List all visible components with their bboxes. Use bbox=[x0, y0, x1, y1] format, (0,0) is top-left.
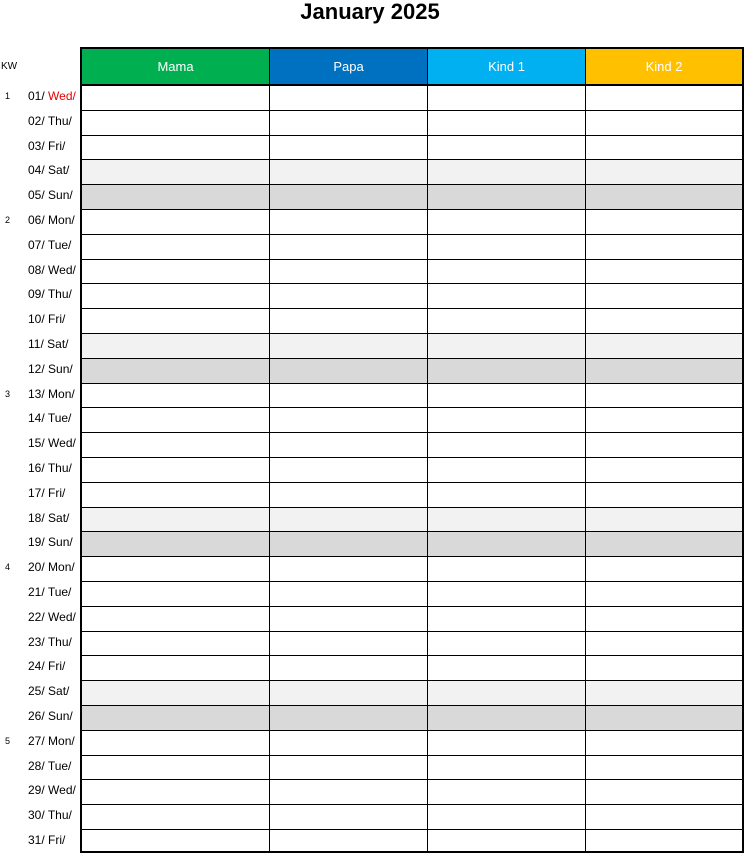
date-label bbox=[28, 828, 65, 853]
weekday-name: Tue/ bbox=[47, 411, 72, 426]
calendar-row bbox=[82, 607, 742, 632]
day-label-row bbox=[0, 481, 80, 506]
entry-cell-kind-1[interactable] bbox=[428, 185, 586, 209]
entry-cell-papa[interactable] bbox=[270, 681, 428, 705]
entry-cell-papa[interactable] bbox=[270, 111, 428, 135]
calendar-row bbox=[82, 359, 742, 384]
day-label-row bbox=[0, 778, 80, 803]
day-number: 08/ bbox=[28, 262, 45, 277]
entry-cell-kind-1[interactable] bbox=[428, 160, 586, 184]
entry-cell-kind-2[interactable] bbox=[586, 408, 742, 432]
weekday-name: Mon/ bbox=[48, 212, 75, 227]
entry-cell-kind-2[interactable] bbox=[586, 260, 742, 284]
date-label bbox=[28, 282, 72, 307]
date-label bbox=[28, 382, 75, 407]
calendar-rows bbox=[82, 86, 742, 853]
entry-cell-kind-1[interactable] bbox=[428, 483, 586, 507]
entry-cell-mama[interactable] bbox=[82, 408, 270, 432]
entry-cell-mama[interactable] bbox=[82, 185, 270, 209]
calendar-row bbox=[82, 235, 742, 260]
column-header-kind-1: Kind 1 bbox=[428, 49, 586, 84]
entry-cell-mama[interactable] bbox=[82, 632, 270, 656]
calendar-row bbox=[82, 136, 742, 161]
entry-cell-kind-2[interactable] bbox=[586, 86, 742, 110]
entry-cell-papa[interactable] bbox=[270, 136, 428, 160]
day-label-row bbox=[0, 630, 80, 655]
calendar-row bbox=[82, 210, 742, 235]
entry-cell-papa[interactable] bbox=[270, 532, 428, 556]
entry-cell-kind-1[interactable] bbox=[428, 632, 586, 656]
calendar-row bbox=[82, 731, 742, 756]
weekday-name: Thu/ bbox=[47, 460, 72, 475]
date-label bbox=[28, 307, 65, 332]
weekday-name: Thu/ bbox=[47, 287, 72, 302]
entry-cell-kind-1[interactable] bbox=[428, 136, 586, 160]
week-number: 2 bbox=[5, 214, 11, 225]
calendar-row bbox=[82, 582, 742, 607]
entry-cell-kind-2[interactable] bbox=[586, 458, 742, 482]
entry-cell-kind-1[interactable] bbox=[428, 458, 586, 482]
calendar-grid bbox=[80, 47, 744, 853]
entry-cell-kind-1[interactable] bbox=[428, 210, 586, 234]
day-label-row bbox=[0, 654, 80, 679]
day-number: 28/ bbox=[28, 758, 45, 773]
entry-cell-kind-1[interactable] bbox=[428, 656, 586, 680]
day-number: 15/ bbox=[28, 436, 45, 451]
weekday-name: Sat/ bbox=[48, 510, 70, 525]
weekday-name: Fri/ bbox=[48, 485, 66, 500]
day-number: 20/ bbox=[28, 560, 45, 575]
entry-cell-kind-1[interactable] bbox=[428, 111, 586, 135]
weekday-name: Fri/ bbox=[48, 832, 66, 847]
calendar-row bbox=[82, 111, 742, 136]
day-number: 13/ bbox=[28, 386, 45, 401]
entry-cell-mama[interactable] bbox=[82, 210, 270, 234]
weekday-name: Sun/ bbox=[48, 188, 73, 203]
day-label-row bbox=[0, 357, 80, 382]
calendar-row bbox=[82, 185, 742, 210]
day-number: 02/ bbox=[28, 113, 45, 128]
entry-cell-mama[interactable] bbox=[82, 706, 270, 730]
date-label bbox=[28, 803, 72, 828]
entry-cell-kind-2[interactable] bbox=[586, 731, 742, 755]
entry-cell-kind-2[interactable] bbox=[586, 160, 742, 184]
day-label-row bbox=[0, 258, 80, 283]
page-title: January 2025 bbox=[300, 0, 440, 24]
entry-cell-papa[interactable] bbox=[270, 706, 428, 730]
calendar-row bbox=[82, 805, 742, 830]
entry-cell-mama[interactable] bbox=[82, 582, 270, 606]
day-number: 01/ bbox=[28, 89, 45, 103]
entry-cell-mama[interactable] bbox=[82, 830, 270, 853]
day-number: 24/ bbox=[28, 659, 45, 674]
day-label-row bbox=[0, 679, 80, 704]
entry-cell-kind-1[interactable] bbox=[428, 334, 586, 358]
entry-cell-papa[interactable] bbox=[270, 309, 428, 333]
calendar-row bbox=[82, 681, 742, 706]
day-label-row bbox=[0, 828, 80, 853]
entry-cell-kind-2[interactable] bbox=[586, 805, 742, 829]
date-label bbox=[28, 431, 76, 456]
entry-cell-kind-2[interactable] bbox=[586, 433, 742, 457]
calendar-row bbox=[82, 830, 742, 853]
day-label-row bbox=[0, 605, 80, 630]
entry-cell-papa[interactable] bbox=[270, 557, 428, 581]
day-number: 25/ bbox=[28, 684, 45, 699]
day-number: 30/ bbox=[28, 808, 45, 823]
calendar-row bbox=[82, 86, 742, 111]
entry-cell-mama[interactable] bbox=[82, 607, 270, 631]
entry-cell-kind-2[interactable] bbox=[586, 185, 742, 209]
day-label-row bbox=[0, 803, 80, 828]
entry-cell-kind-1[interactable] bbox=[428, 408, 586, 432]
entry-cell-papa[interactable] bbox=[270, 731, 428, 755]
weekday-name: Mon/ bbox=[48, 733, 75, 748]
calendar-row bbox=[82, 384, 742, 409]
entry-cell-papa[interactable] bbox=[270, 235, 428, 259]
day-number: 14/ bbox=[28, 411, 45, 426]
calendar-row bbox=[82, 632, 742, 657]
day-label-row bbox=[0, 555, 80, 580]
entry-cell-mama[interactable] bbox=[82, 805, 270, 829]
entry-cell-kind-2[interactable] bbox=[586, 756, 742, 780]
entry-cell-mama[interactable] bbox=[82, 309, 270, 333]
date-label bbox=[28, 183, 73, 208]
entry-cell-papa[interactable] bbox=[270, 359, 428, 383]
entry-cell-papa[interactable] bbox=[270, 458, 428, 482]
date-label bbox=[28, 704, 73, 729]
entry-cell-kind-1[interactable] bbox=[428, 532, 586, 556]
weekday-name: Sat/ bbox=[48, 163, 70, 178]
date-label bbox=[28, 778, 76, 803]
weekday-name: Wed/ bbox=[48, 609, 76, 624]
entry-cell-kind-1[interactable] bbox=[428, 508, 586, 532]
date-label bbox=[28, 729, 75, 754]
entry-cell-mama[interactable] bbox=[82, 656, 270, 680]
entry-cell-kind-1[interactable] bbox=[428, 731, 586, 755]
entry-cell-kind-1[interactable] bbox=[428, 86, 586, 110]
day-number: 06/ bbox=[28, 212, 45, 227]
day-number: 17/ bbox=[28, 485, 45, 500]
entry-cell-papa[interactable] bbox=[270, 384, 428, 408]
weekday-name: Tue/ bbox=[47, 584, 72, 599]
entry-cell-mama[interactable] bbox=[82, 235, 270, 259]
entry-cell-kind-2[interactable] bbox=[586, 632, 742, 656]
day-label-row bbox=[0, 84, 80, 109]
entry-cell-kind-1[interactable] bbox=[428, 582, 586, 606]
calendar-row bbox=[82, 160, 742, 185]
day-number: 19/ bbox=[28, 535, 45, 550]
weekday-name: Sun/ bbox=[48, 361, 73, 376]
week-number: 1 bbox=[5, 91, 11, 101]
entry-cell-kind-2[interactable] bbox=[586, 706, 742, 730]
date-label bbox=[28, 456, 72, 481]
day-label-row bbox=[0, 506, 80, 531]
day-label-row bbox=[0, 406, 80, 431]
entry-cell-papa[interactable] bbox=[270, 756, 428, 780]
day-label-row bbox=[0, 332, 80, 357]
day-label-row bbox=[0, 754, 80, 779]
weekday-name: Wed/ bbox=[48, 436, 76, 451]
entry-cell-kind-2[interactable] bbox=[586, 210, 742, 234]
weekday-name: Thu/ bbox=[47, 113, 72, 128]
entry-cell-papa[interactable] bbox=[270, 483, 428, 507]
weekday-name: Sun/ bbox=[48, 708, 73, 723]
day-label-row bbox=[0, 382, 80, 407]
calendar-row bbox=[82, 508, 742, 533]
week-number: 4 bbox=[5, 562, 11, 573]
entry-cell-mama[interactable] bbox=[82, 780, 270, 804]
entry-cell-kind-2[interactable] bbox=[586, 681, 742, 705]
day-label-row bbox=[0, 729, 80, 754]
calendar-row bbox=[82, 260, 742, 285]
entry-cell-kind-1[interactable] bbox=[428, 384, 586, 408]
week-number: 3 bbox=[5, 388, 11, 399]
weekday-name: Sun/ bbox=[48, 535, 73, 550]
entry-cell-kind-1[interactable] bbox=[428, 309, 586, 333]
entry-cell-kind-2[interactable] bbox=[586, 483, 742, 507]
entry-cell-kind-2[interactable] bbox=[586, 334, 742, 358]
entry-cell-papa[interactable] bbox=[270, 582, 428, 606]
weekday-name: Wed/ bbox=[48, 783, 76, 798]
calendar-row bbox=[82, 334, 742, 359]
calendar-row bbox=[82, 706, 742, 731]
weekday-name: Thu/ bbox=[47, 808, 72, 823]
entry-cell-papa[interactable] bbox=[270, 185, 428, 209]
date-label bbox=[28, 605, 76, 630]
day-label-row bbox=[0, 109, 80, 134]
date-label bbox=[28, 208, 75, 233]
calendar-row bbox=[82, 483, 742, 508]
date-label bbox=[28, 679, 69, 704]
entry-cell-mama[interactable] bbox=[82, 433, 270, 457]
date-label bbox=[28, 580, 71, 605]
weekday-name: Fri/ bbox=[48, 312, 66, 327]
day-label-row bbox=[0, 307, 80, 332]
entry-cell-papa[interactable] bbox=[270, 830, 428, 853]
entry-cell-kind-2[interactable] bbox=[586, 384, 742, 408]
date-label bbox=[28, 506, 69, 531]
entry-cell-kind-2[interactable] bbox=[586, 557, 742, 581]
day-number: 26/ bbox=[28, 708, 45, 723]
day-number: 12/ bbox=[28, 361, 45, 376]
day-label-row bbox=[0, 431, 80, 456]
entry-cell-mama[interactable] bbox=[82, 136, 270, 160]
day-number: 21/ bbox=[28, 584, 45, 599]
entry-cell-kind-2[interactable] bbox=[586, 111, 742, 135]
entry-cell-kind-2[interactable] bbox=[586, 359, 742, 383]
calendar-row bbox=[82, 756, 742, 781]
entry-cell-kind-1[interactable] bbox=[428, 260, 586, 284]
day-number: 18/ bbox=[28, 510, 45, 525]
day-number: 10/ bbox=[28, 312, 45, 327]
entry-cell-papa[interactable] bbox=[270, 508, 428, 532]
day-number: 22/ bbox=[28, 609, 45, 624]
calendar-row bbox=[82, 408, 742, 433]
day-label-row bbox=[0, 134, 80, 159]
day-number: 27/ bbox=[28, 733, 45, 748]
date-label bbox=[28, 530, 73, 555]
entry-cell-papa[interactable] bbox=[270, 607, 428, 631]
entry-cell-mama[interactable] bbox=[82, 756, 270, 780]
entry-cell-kind-2[interactable] bbox=[586, 607, 742, 631]
calendar-row bbox=[82, 458, 742, 483]
weekday-name: Mon/ bbox=[48, 386, 75, 401]
day-label-row bbox=[0, 704, 80, 729]
day-number: 23/ bbox=[28, 634, 45, 649]
entry-cell-kind-1[interactable] bbox=[428, 780, 586, 804]
kw-column-header: KW bbox=[1, 61, 18, 72]
entry-cell-mama[interactable] bbox=[82, 681, 270, 705]
calendar-row bbox=[82, 284, 742, 309]
day-number: 16/ bbox=[28, 460, 45, 475]
entry-cell-mama[interactable] bbox=[82, 508, 270, 532]
date-label bbox=[28, 109, 72, 134]
entry-cell-kind-1[interactable] bbox=[428, 607, 586, 631]
weekday-name: Thu/ bbox=[47, 634, 72, 649]
day-label-row bbox=[0, 208, 80, 233]
weekday-name: Tue/ bbox=[47, 758, 72, 773]
date-label bbox=[28, 258, 76, 283]
day-number: 31/ bbox=[28, 832, 45, 847]
day-label-row bbox=[0, 282, 80, 307]
entry-cell-kind-1[interactable] bbox=[428, 706, 586, 730]
entry-cell-mama[interactable] bbox=[82, 334, 270, 358]
entry-cell-kind-1[interactable] bbox=[428, 359, 586, 383]
entry-cell-papa[interactable] bbox=[270, 656, 428, 680]
entry-cell-kind-1[interactable] bbox=[428, 284, 586, 308]
entry-cell-mama[interactable] bbox=[82, 86, 270, 110]
day-label-row bbox=[0, 233, 80, 258]
entry-cell-papa[interactable] bbox=[270, 334, 428, 358]
header-row bbox=[82, 49, 742, 86]
entry-cell-kind-1[interactable] bbox=[428, 805, 586, 829]
entry-cell-mama[interactable] bbox=[82, 384, 270, 408]
entry-cell-kind-2[interactable] bbox=[586, 780, 742, 804]
weekday-name: Tue/ bbox=[47, 237, 72, 252]
calendar-row bbox=[82, 557, 742, 582]
entry-cell-mama[interactable] bbox=[82, 731, 270, 755]
week-number: 5 bbox=[5, 735, 11, 746]
day-label-row bbox=[0, 580, 80, 605]
day-label-row bbox=[0, 158, 80, 183]
entry-cell-mama[interactable] bbox=[82, 557, 270, 581]
weekday-name: Fri/ bbox=[48, 138, 66, 153]
date-label bbox=[28, 754, 71, 779]
entry-cell-papa[interactable] bbox=[270, 210, 428, 234]
weekday-name: Wed/ bbox=[48, 262, 76, 277]
column-header-kind-2: Kind 2 bbox=[586, 49, 742, 84]
day-number: 07/ bbox=[28, 237, 45, 252]
entry-cell-papa[interactable] bbox=[270, 780, 428, 804]
entry-cell-kind-2[interactable] bbox=[586, 309, 742, 333]
entry-cell-kind-1[interactable] bbox=[428, 830, 586, 853]
entry-cell-kind-2[interactable] bbox=[586, 582, 742, 606]
day-number: 03/ bbox=[28, 138, 45, 153]
entry-cell-mama[interactable] bbox=[82, 483, 270, 507]
entry-cell-mama[interactable] bbox=[82, 111, 270, 135]
entry-cell-kind-1[interactable] bbox=[428, 433, 586, 457]
day-number: 29/ bbox=[28, 783, 45, 798]
column-header-papa: Papa bbox=[270, 49, 428, 84]
day-number: 04/ bbox=[28, 163, 45, 178]
entry-cell-papa[interactable] bbox=[270, 805, 428, 829]
day-label-row bbox=[0, 183, 80, 208]
entry-cell-papa[interactable] bbox=[270, 260, 428, 284]
date-label bbox=[28, 357, 73, 382]
entry-cell-mama[interactable] bbox=[82, 532, 270, 556]
entry-cell-kind-1[interactable] bbox=[428, 756, 586, 780]
entry-cell-papa[interactable] bbox=[270, 408, 428, 432]
entry-cell-mama[interactable] bbox=[82, 260, 270, 284]
entry-cell-kind-2[interactable] bbox=[586, 284, 742, 308]
entry-cell-kind-2[interactable] bbox=[586, 235, 742, 259]
day-number: 11/ bbox=[28, 336, 44, 351]
entry-cell-mama[interactable] bbox=[82, 359, 270, 383]
weekday-name: Mon/ bbox=[48, 560, 75, 575]
date-label bbox=[28, 555, 75, 580]
entry-cell-papa[interactable] bbox=[270, 433, 428, 457]
entry-cell-mama[interactable] bbox=[82, 458, 270, 482]
entry-cell-kind-2[interactable] bbox=[586, 136, 742, 160]
day-label-row bbox=[0, 456, 80, 481]
day-number: 09/ bbox=[28, 287, 45, 302]
date-label bbox=[28, 406, 71, 431]
column-header-mama: Mama bbox=[82, 49, 270, 84]
weekday-name: Fri/ bbox=[48, 659, 66, 674]
entry-cell-kind-2[interactable] bbox=[586, 830, 742, 853]
day-label-row bbox=[0, 530, 80, 555]
weekday-name: Wed/ bbox=[48, 89, 76, 103]
entry-cell-papa[interactable] bbox=[270, 284, 428, 308]
calendar-row bbox=[82, 532, 742, 557]
entry-cell-mama[interactable] bbox=[82, 160, 270, 184]
date-label bbox=[28, 134, 65, 159]
date-label bbox=[28, 84, 76, 109]
calendar-row bbox=[82, 309, 742, 334]
entry-cell-papa[interactable] bbox=[270, 632, 428, 656]
date-label bbox=[28, 332, 69, 357]
calendar-row bbox=[82, 433, 742, 458]
calendar-row bbox=[82, 780, 742, 805]
entry-cell-kind-2[interactable] bbox=[586, 532, 742, 556]
date-label bbox=[28, 233, 71, 258]
entry-cell-kind-1[interactable] bbox=[428, 557, 586, 581]
entry-cell-mama[interactable] bbox=[82, 284, 270, 308]
date-label bbox=[28, 630, 72, 655]
entry-cell-kind-2[interactable] bbox=[586, 508, 742, 532]
entry-cell-kind-2[interactable] bbox=[586, 656, 742, 680]
date-label bbox=[28, 654, 65, 679]
day-number: 05/ bbox=[28, 188, 45, 203]
weekday-name: Sat/ bbox=[47, 336, 69, 351]
date-label bbox=[28, 158, 69, 183]
day-labels-column bbox=[0, 84, 80, 853]
entry-cell-kind-1[interactable] bbox=[428, 235, 586, 259]
entry-cell-papa[interactable] bbox=[270, 160, 428, 184]
entry-cell-kind-1[interactable] bbox=[428, 681, 586, 705]
weekday-name: Sat/ bbox=[48, 684, 70, 699]
entry-cell-papa[interactable] bbox=[270, 86, 428, 110]
date-label bbox=[28, 481, 65, 506]
calendar-row bbox=[82, 656, 742, 681]
